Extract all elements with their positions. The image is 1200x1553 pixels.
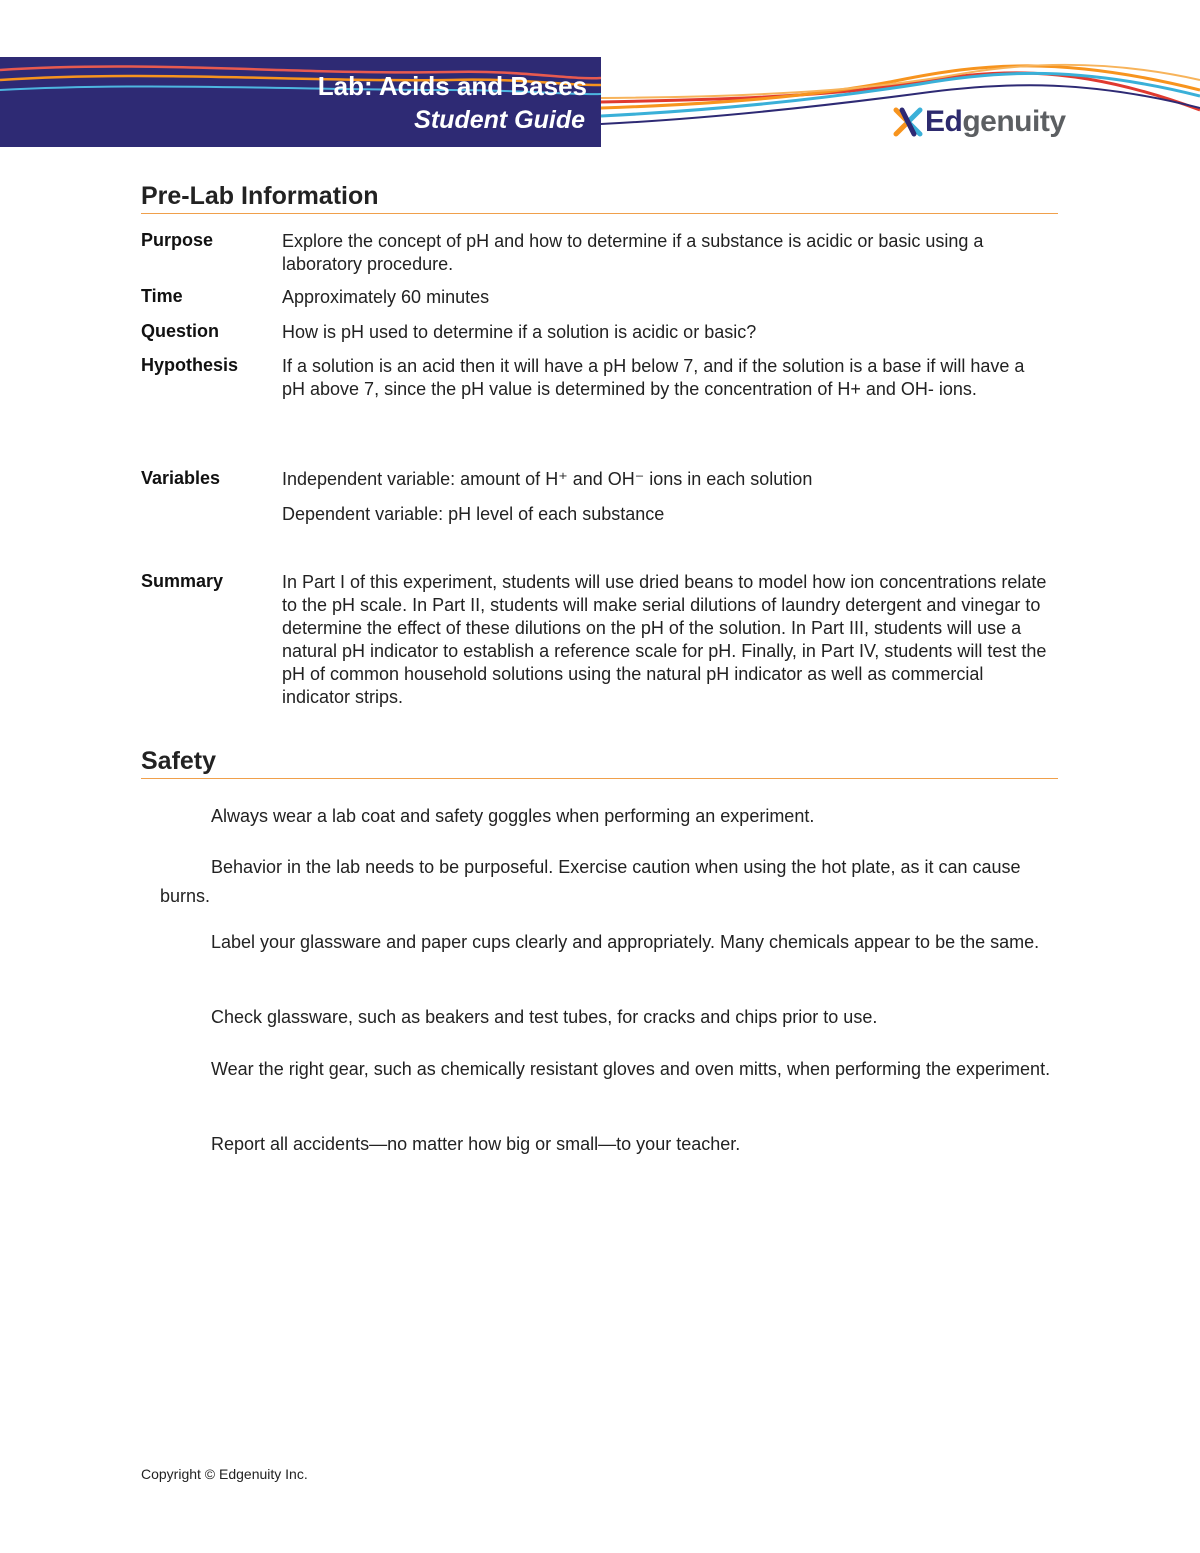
question-label: Question bbox=[141, 321, 220, 341]
dependent-variable-text: Dependent variable: pH level of each substance bbox=[282, 504, 665, 524]
logo-wordmark: Edgenuity bbox=[925, 105, 1066, 138]
safety-item: Check glassware, such as beakers and test tubes, for cracks and chips prior to use. bbox=[211, 1007, 878, 1027]
copyright-footer: Copyright © Edgenuity Inc. bbox=[141, 1466, 308, 1482]
variables-label: Variables bbox=[141, 468, 221, 488]
safety-item: Wear the right gear, such as chemically resistant gloves and oven mitts, when performing the experiment. bbox=[211, 1059, 1051, 1079]
independent-variable-text: Independent variable: amount of H⁺ and OH⁻ ions in each solution bbox=[282, 469, 813, 489]
question-text: How is pH used to determine if a solution is acidic or basic? bbox=[282, 322, 757, 342]
safety-item: Label your glassware and paper cups clearly and appropriately. Many chemicals appear to be the same. bbox=[211, 932, 1040, 952]
safety-heading: Safety bbox=[141, 747, 1058, 779]
safety-item: Always wear a lab coat and safety goggles when performing an experiment. bbox=[211, 806, 815, 826]
time-label: Time bbox=[141, 286, 183, 306]
hypothesis-text: If a solution is an acid then it will have a pH below 7, and if the solution is a base if will have a pH above 7, since the pH value is determined by the concentration of H+ and OH- ions. bbox=[282, 356, 1025, 399]
edgenuity-x-icon bbox=[893, 104, 923, 140]
document-subtitle: Student Guide bbox=[414, 106, 585, 134]
summary-label: Summary bbox=[141, 571, 224, 591]
page-header bbox=[0, 0, 1200, 160]
edgenuity-logo bbox=[893, 104, 1073, 140]
safety-item: Report all accidents—no matter how big or small—to your teacher. bbox=[211, 1134, 741, 1154]
time-text: Approximately 60 minutes bbox=[282, 287, 490, 307]
purpose-label: Purpose bbox=[141, 230, 214, 250]
prelab-heading: Pre-Lab Information bbox=[141, 182, 1058, 214]
hypothesis-label: Hypothesis bbox=[141, 355, 239, 375]
purpose-text: Explore the concept of pH and how to determine if a substance is acidic or basic using a laboratory procedure. bbox=[282, 231, 984, 274]
title-banner bbox=[0, 57, 601, 147]
summary-text: In Part I of this experiment, students will use dried beans to model how ion concentrations relate to the pH scale. In Part II, students will make serial dilutions of laundry detergent and vinegar to determine the effect of these dilutions on the pH of the solution. In Part III, students will use a natural pH indicator to establish a reference scale for pH. Finally, in Part IV, students will test the pH of common household solutions using the natural pH indicator as well as commercial indicator strips. bbox=[282, 572, 1047, 707]
document-title: Lab: Acids and Bases bbox=[317, 71, 587, 101]
safety-item: Behavior in the lab needs to be purposeful. Exercise caution when using the hot plate, as it can cause burns. bbox=[160, 857, 1021, 906]
